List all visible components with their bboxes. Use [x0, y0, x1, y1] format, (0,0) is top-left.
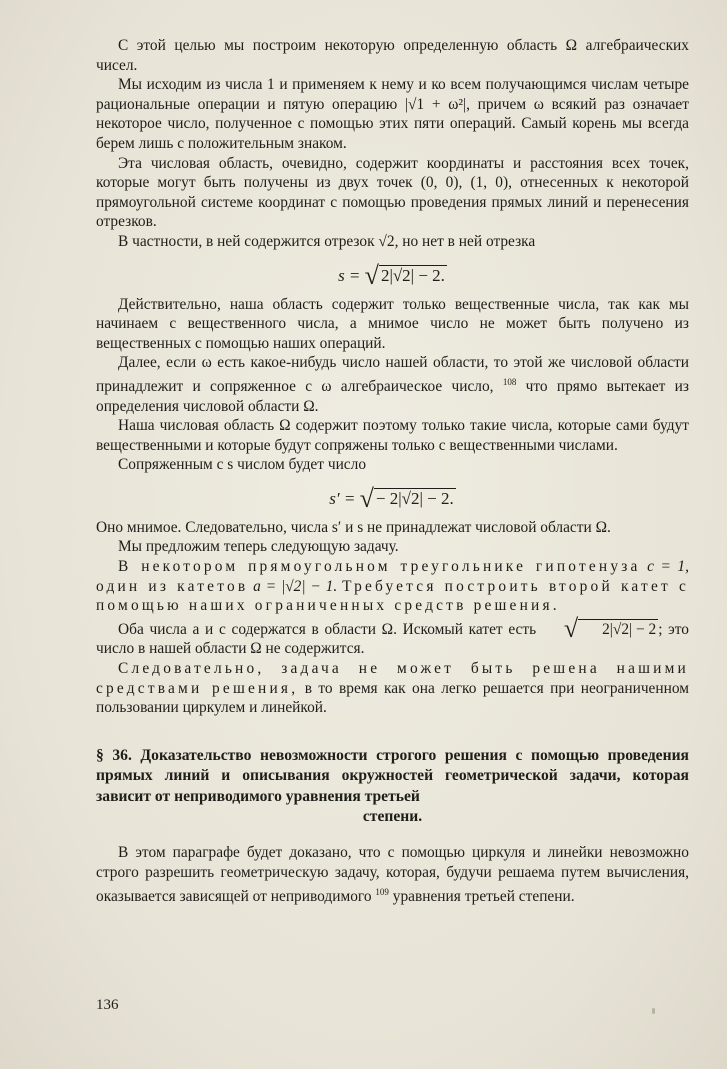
paragraph-12-text-a: Оба числа a и c содержатся в области Ω. Искомый катет есть: [118, 620, 537, 638]
paragraph-14: [96, 843, 689, 906]
formula-s-prime-radicand: − 2|√2| − 2.: [375, 488, 454, 508]
paragraph-12: [96, 613, 689, 659]
paragraph-6: [96, 353, 689, 416]
formula-s-lhs: s =: [338, 265, 361, 285]
formula-s-prime: [96, 483, 689, 513]
paragraph-14-text-a: В этом параграфе будет доказано, что с помощью циркуля и линейки невозможно строго разрешить геометрическую задачу, которая, будучи решаема путем вычисления, оказывается зависящей от неприводимого: [96, 844, 689, 905]
paragraph-6-text-b: что прямо вытекает из определения числовой области Ω.: [96, 377, 689, 415]
hypotenuse-value: c = 1,: [647, 558, 689, 576]
paragraph-13: [96, 659, 689, 718]
paragraph-13-rest: в то время как она легко решается при неограниченном пользовании циркулем и линейкой.: [96, 679, 690, 717]
leg-value: a = |√2| − 1.: [253, 577, 338, 595]
paragraph-11-text-b: один из катетов: [96, 577, 249, 595]
section-heading: [96, 746, 689, 828]
paragraph-3: Эта числовая область, очевидно, содержит координаты и расстояния всех точек, которые могут быть получены из двух точек (0, 0), (1, 0), отнесенных к некоторой прямоугольной системе координат с помощью проведения прямых линий и перенесения отрезков.: [96, 154, 689, 231]
paragraph-8: Сопряженным с s числом будет число: [118, 456, 367, 474]
paragraph-2: [96, 75, 689, 153]
paragraph-7: Наша числовая область Ω содержит поэтому только такие числа, которые сами будут вещественными и которые будут сопряжены только с вещественными числами.: [96, 417, 689, 454]
formula-s-radicand: 2|√2| − 2.: [380, 265, 445, 285]
section-heading-main: § 36. Доказательство невозможности строгого решения с помощью проведения прямых линий и описывания окружностей геометрической задачи, которая зависит от неприводимого уравнения третьей: [96, 746, 689, 805]
paragraph-1: С этой целью мы построим некоторую определенную область Ω алгебраических чисел.: [96, 37, 689, 74]
paragraph-2-text-b: , причем ω всякий раз означает некоторое число, полученное с помощью этих пяти операций. Самый корень мы всегда берем лишь с положительным знаком.: [96, 95, 689, 152]
formula-s-prime-lhs: s′ =: [329, 488, 356, 508]
section-heading-last: степени.: [362, 808, 423, 826]
paragraph-2-text-a: Мы исходим из числа 1 и применяем к нему и ко всем получающимся числам четыре рациональные операции и пятую операцию: [96, 76, 689, 113]
paragraph-11-text-a: В некотором прямоугольном треугольнике гипотенуза: [118, 558, 641, 576]
footnote-ref-108[interactable]: 108: [502, 376, 517, 387]
paper-spot: [652, 1008, 655, 1014]
paragraph-14-text-b: уравнения третьей степени.: [392, 887, 575, 905]
paragraph-11-text-d: Требуется построить второй катет с помощью наших ограниченных средств решения.: [96, 577, 689, 615]
paragraph-10: Мы предложим теперь следующую задачу.: [118, 538, 399, 556]
paragraph-5: Действительно, наша область содержит только вещественные числа, так как мы начинаем с вещественного числа, а мнимое число не может быть получено из вещественных с помощью наших операций.: [96, 295, 689, 352]
paragraph-13-spaced: Следовательно, задача не может быть решена нашими средствами решения,: [96, 660, 689, 697]
radical-sign: √: [364, 260, 379, 290]
paragraph-6-text-a: Далее, если ω есть какое-нибудь число нашей области, то этой же числовой области принадлежит и сопряженное с ω алгебраическое число,: [96, 354, 689, 395]
radical-sign: √: [359, 483, 374, 513]
fifth-operation-formula: |√1 + ω²|: [404, 95, 467, 113]
page-number: 136: [96, 997, 119, 1013]
radical-sign: √: [563, 613, 579, 643]
paragraph-11: [96, 557, 689, 616]
formula-s: [96, 260, 689, 290]
sought-leg-radicand: 2|√2| − 2: [578, 619, 658, 639]
footnote-ref-109[interactable]: 109: [375, 886, 389, 897]
paragraph-9: Оно мнимое. Следовательно, числа s′ и s не принадлежат числовой области Ω.: [96, 518, 611, 536]
paragraph-4: В частности, в ней содержится отрезок √2, но нет в ней отрезка: [118, 232, 536, 250]
paragraph-12-text-b: ; это число в нашей области Ω не содержится.: [96, 620, 689, 658]
